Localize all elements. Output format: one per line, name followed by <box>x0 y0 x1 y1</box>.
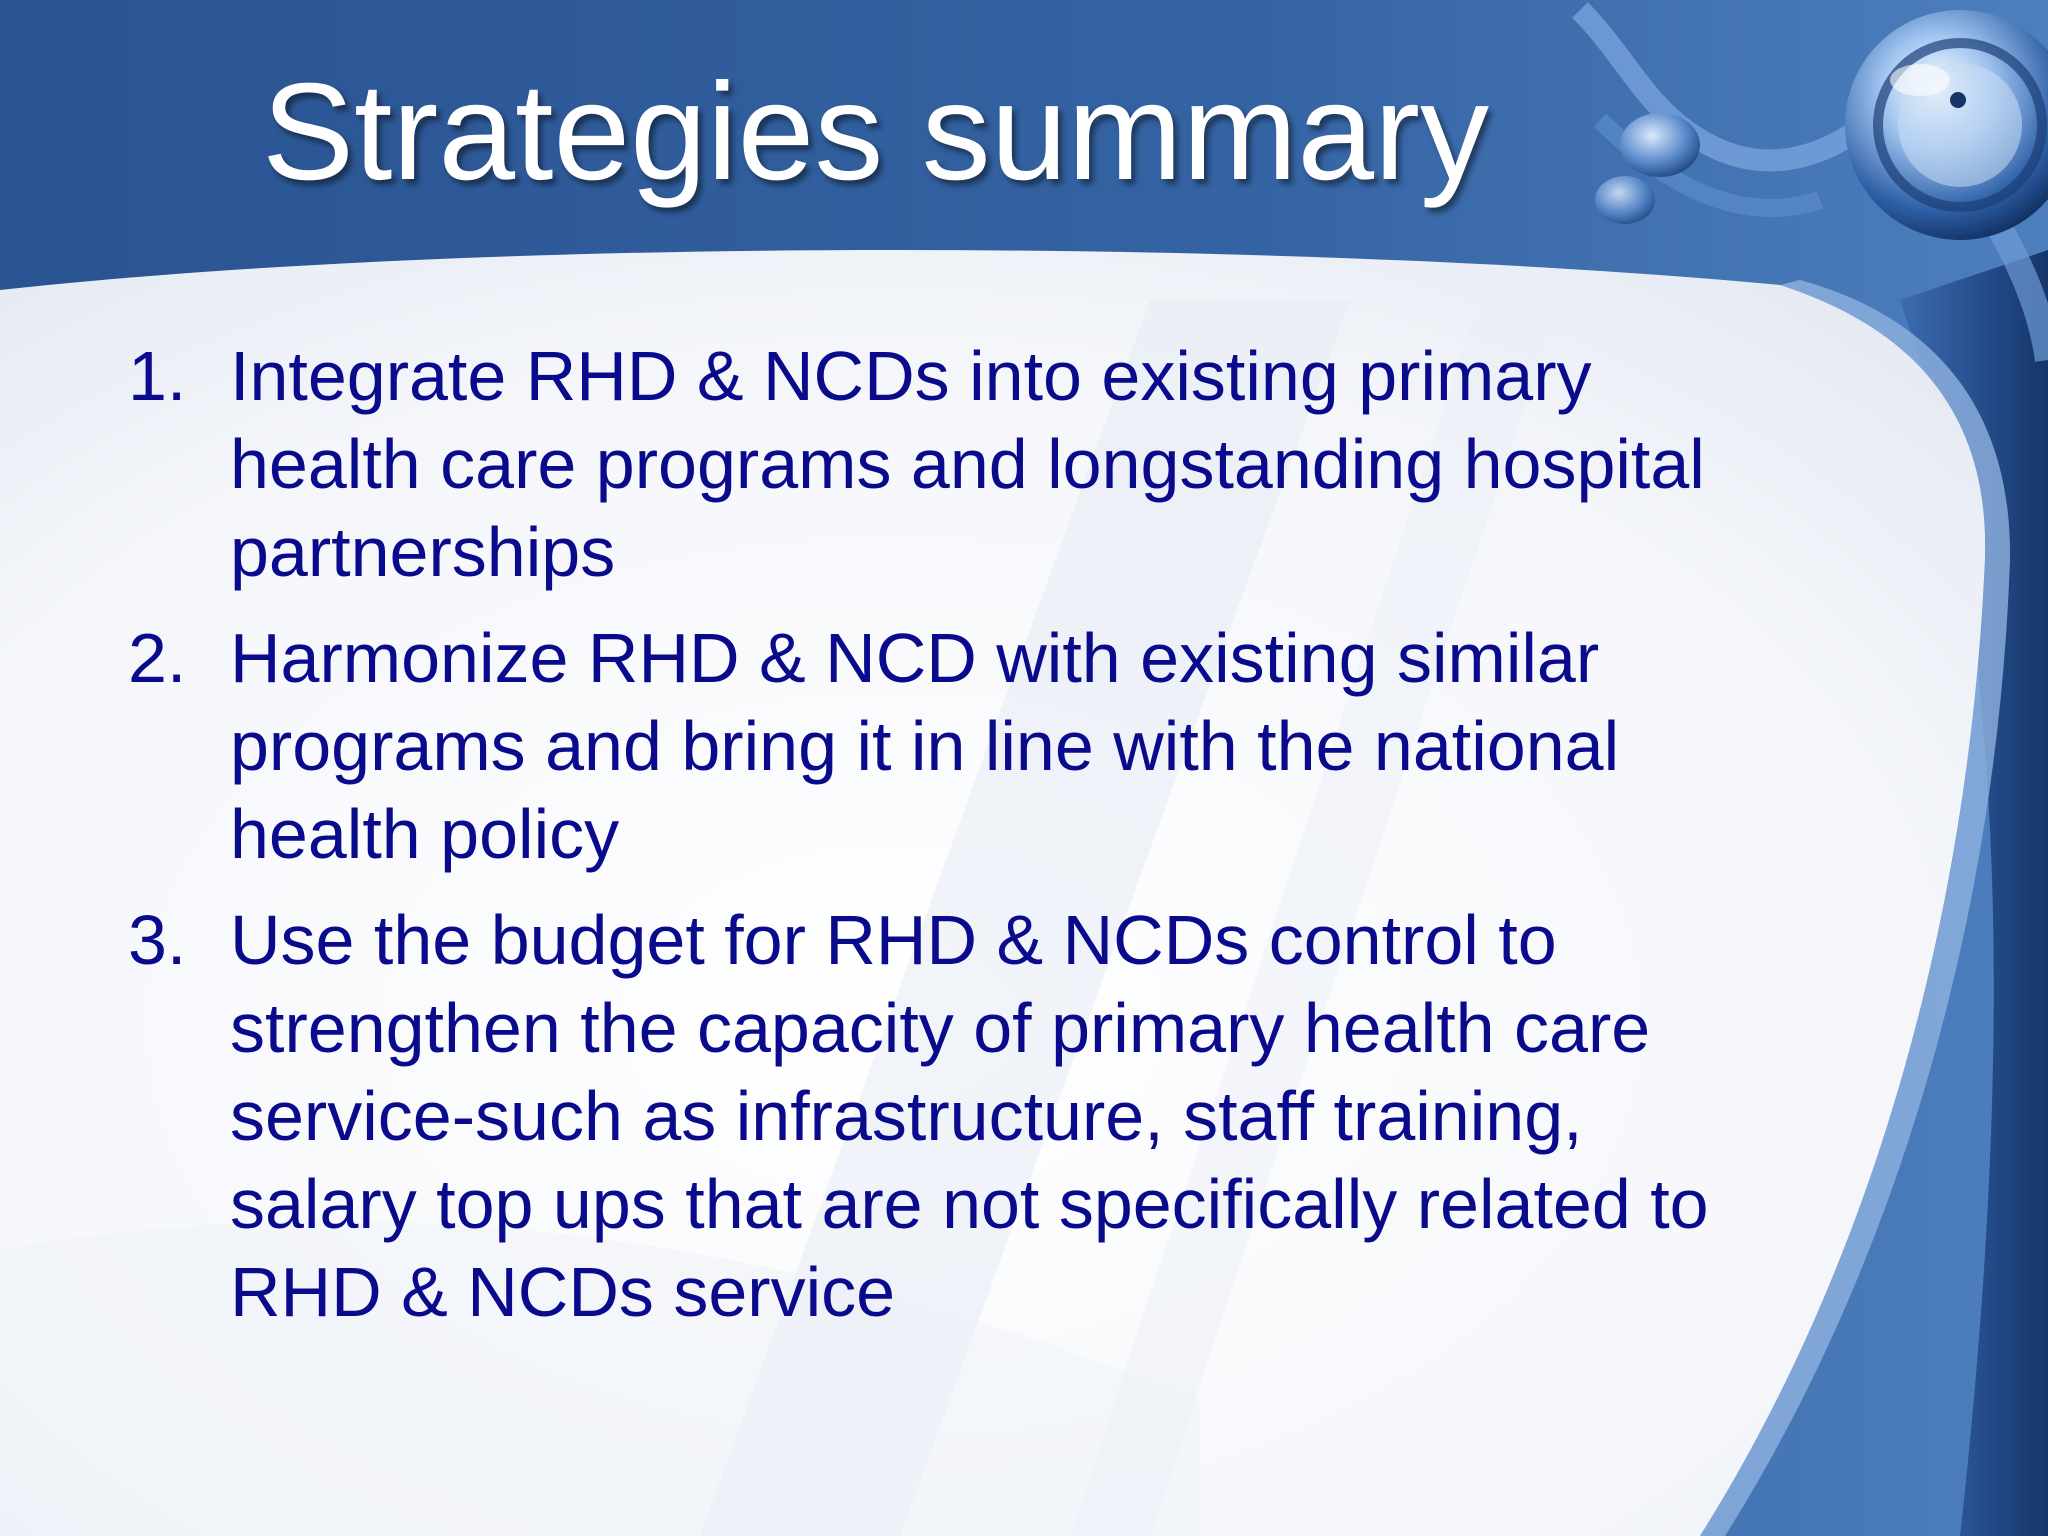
list-item-number: 1. <box>128 337 187 415</box>
slide-title: Strategies summary <box>262 55 1490 209</box>
list-item-number: 3. <box>128 901 187 979</box>
list-item <box>128 332 1818 596</box>
list-item-line: salary top ups that are not specifically related to <box>230 1165 1709 1243</box>
list-item-line: strengthen the capacity of primary health care <box>230 989 1651 1067</box>
strategy-list <box>128 332 1818 1354</box>
list-item-line: programs and bring it in line with the national <box>230 707 1620 785</box>
list-item <box>128 896 1818 1336</box>
list-item-line: service-such as infrastructure, staff training, <box>230 1077 1583 1155</box>
list-item-line: health policy <box>230 795 620 873</box>
list-item-number: 2. <box>128 619 187 697</box>
list-item-line: Use the budget for RHD & NCDs control to <box>230 901 1557 979</box>
list-item-line: RHD & NCDs service <box>230 1253 896 1331</box>
list-item-line: Harmonize RHD & NCD with existing similar <box>230 619 1600 697</box>
list-item-line: health care programs and longstanding hospital <box>230 425 1705 503</box>
list-item-line: partnerships <box>230 513 616 591</box>
list-item-line: Integrate RHD & NCDs into existing primary <box>230 337 1592 415</box>
list-item <box>128 614 1818 878</box>
